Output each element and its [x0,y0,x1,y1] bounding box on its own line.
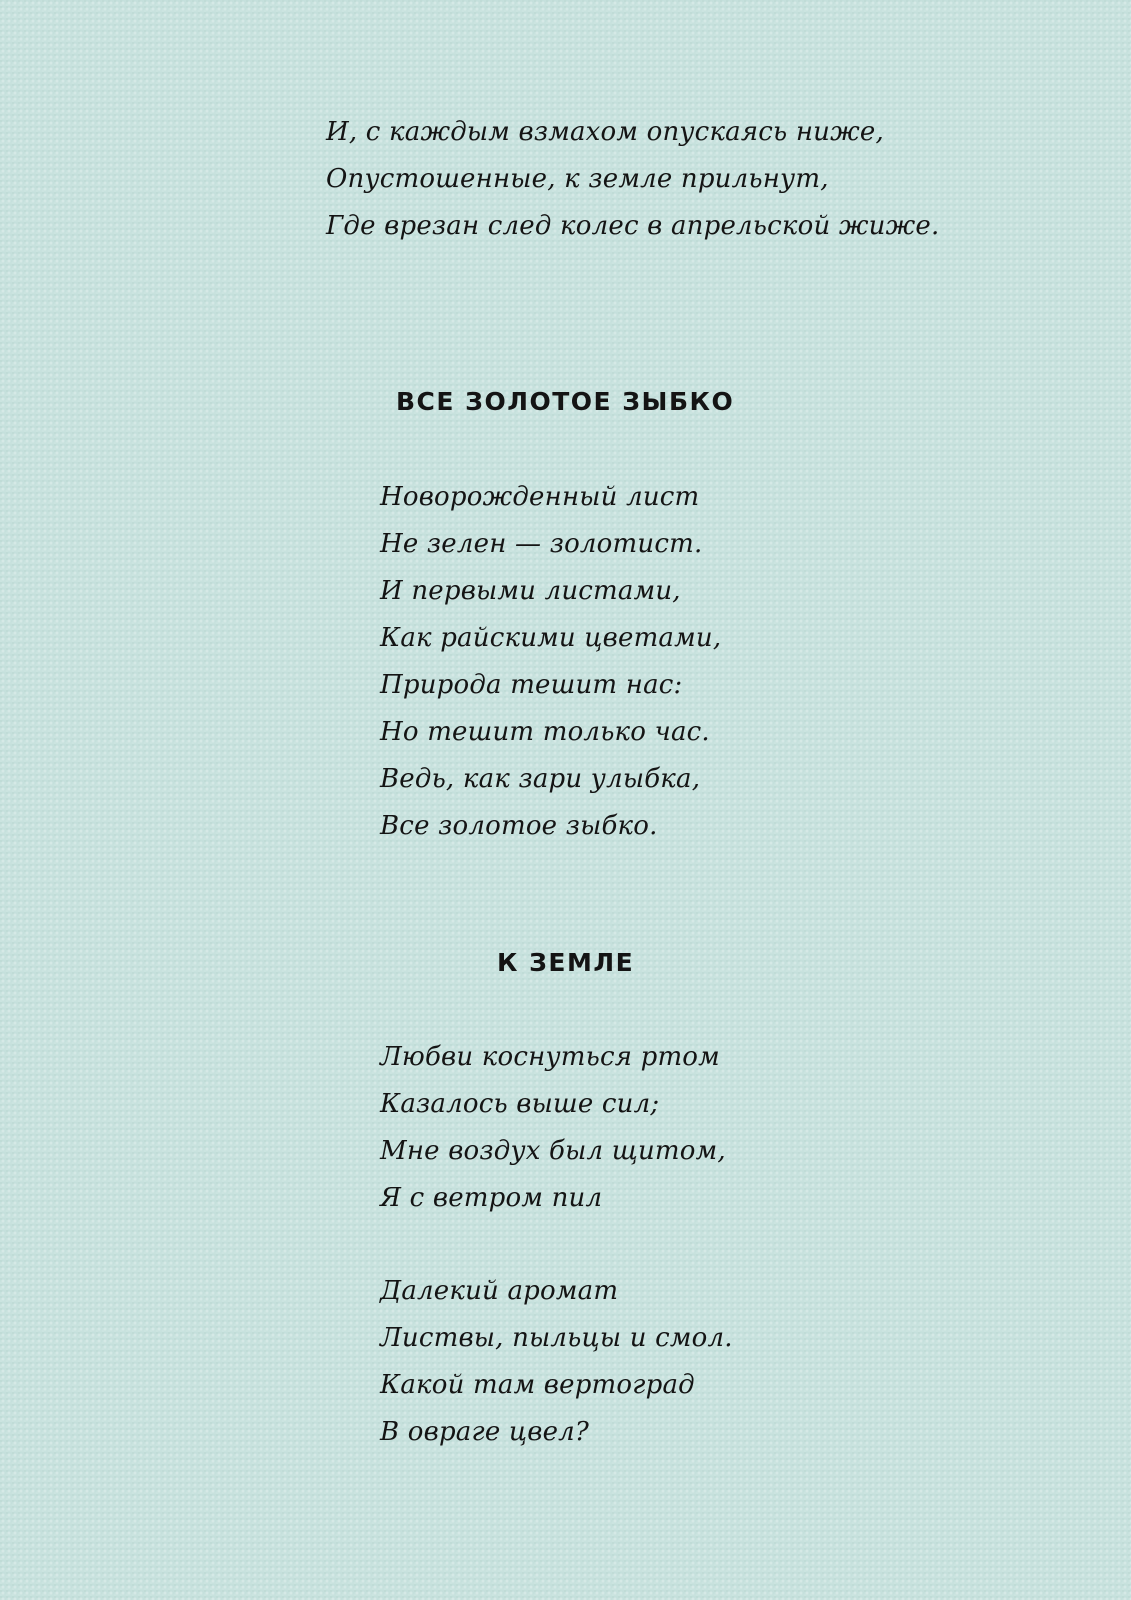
verse-line: И, с каждым взмахом опускаясь ниже, [326,117,884,147]
verse-line: Новорожденный лист [380,482,700,512]
poem-title: ВСЕ ЗОЛОТОЕ ЗЫБКО [396,387,735,416]
poem-fragment [326,109,939,250]
verse-line: Далекий аромат [380,1276,619,1306]
verse-line: Я с ветром пил [380,1183,603,1213]
verse-line: В овраге цвел? [380,1417,590,1447]
poem-body [380,474,721,850]
stanza [380,1268,733,1456]
verse-line: Казалось выше сил; [380,1089,660,1119]
stanza-divider [380,1222,733,1268]
stanza [380,474,721,850]
verse-line: Любви коснуться ртом [380,1042,720,1072]
verse-line: Опустошенные, к земле прильнут, [326,164,829,194]
verse-line: Но тешит только час. [380,717,710,747]
verse-line: Не зелен — золотист. [380,529,703,559]
verse-line: Ведь, как зари улыбка, [380,764,701,794]
verse-line: Листвы, пыльцы и смол. [380,1323,733,1353]
verse-line: Все золотое зыбко. [380,811,658,841]
verse-line: Мне воздух был щитом, [380,1136,726,1166]
verse-line: Как райскими цветами, [380,623,722,653]
verse-line: Природа тешит нас: [380,670,683,700]
verse-line: Где врезан след колес в апрельской жиже. [326,211,940,241]
verse-line: Какой там вертоград [380,1370,695,1400]
poem-title: К ЗЕМЛЕ [497,948,635,977]
stanza [380,1034,733,1222]
verse-line: И первыми листами, [380,576,681,606]
poem-body [380,1034,733,1456]
